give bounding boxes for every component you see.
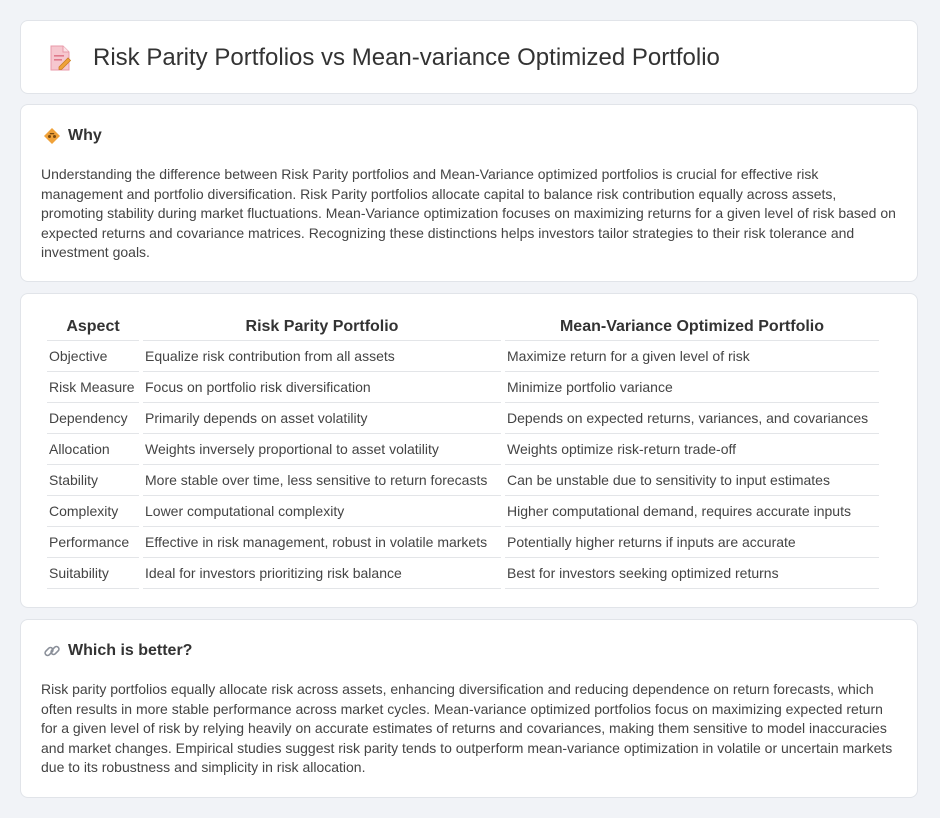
table-row — [47, 465, 879, 496]
table-row — [47, 341, 879, 372]
cell-aspect: Stability — [47, 465, 139, 496]
cell-mean-variance: Maximize return for a given level of risk — [505, 341, 879, 372]
cell-aspect: Performance — [47, 527, 139, 558]
header-mean-variance: Mean-Variance Optimized Portfolio — [505, 316, 879, 341]
cell-risk-parity: Weights inversely proportional to asset volatility — [143, 434, 501, 465]
which-is-better-card — [20, 619, 918, 798]
page-title: Risk Parity Portfolios vs Mean-variance Optimized Portfolio — [93, 44, 720, 71]
cell-risk-parity: Lower computational complexity — [143, 496, 501, 527]
cell-risk-parity: Ideal for investors prioritizing risk balance — [143, 558, 501, 589]
cell-aspect: Suitability — [47, 558, 139, 589]
table-row — [47, 558, 879, 589]
table-row — [47, 372, 879, 403]
cell-risk-parity: More stable over time, less sensitive to return forecasts — [143, 465, 501, 496]
cell-mean-variance: Best for investors seeking optimized returns — [505, 558, 879, 589]
document-pen-icon — [45, 43, 75, 73]
why-title: Why — [68, 127, 102, 144]
cell-mean-variance: Potentially higher returns if inputs are accurate — [505, 527, 879, 558]
cell-risk-parity: Primarily depends on asset volatility — [143, 403, 501, 434]
cell-aspect: Complexity — [47, 496, 139, 527]
cell-risk-parity: Effective in risk management, robust in volatile markets — [143, 527, 501, 558]
cell-mean-variance: Weights optimize risk-return trade-off — [505, 434, 879, 465]
cell-mean-variance: Depends on expected returns, variances, and covariances — [505, 403, 879, 434]
table-row — [47, 527, 879, 558]
why-text: Understanding the difference between Risk Parity portfolios and Mean-Variance optimized portfolios is crucial for effective risk management and portfolio diversification. Risk Parity portfolios allocate capital to balance risk contribution equally across assets, promoting stability during market fluctuations. Mean-Variance optimization focuses on maximizing returns for a given level of risk based on expected returns and covariance matrices. Recognizing these distinctions helps investors tailor strategies to their risk tolerance and investment goals. — [41, 166, 896, 261]
cell-mean-variance: Higher computational demand, requires accurate inputs — [505, 496, 879, 527]
cell-mean-variance: Can be unstable due to sensitivity to input estimates — [505, 465, 879, 496]
cell-risk-parity: Equalize risk contribution from all assets — [143, 341, 501, 372]
header-aspect: Aspect — [47, 316, 139, 341]
better-text: Risk parity portfolios equally allocate risk across assets, enhancing diversification and reducing dependence on return forecasts, which often results in more stable performance across market cycles. Mean-variance optimized portfolios focus on maximizing expected return for a given level of risk by relying heavily on accurate estimates of returns and covariances, making them sensitive to model inaccuracies and market changes. Empirical studies suggest risk parity tends to outperform mean-variance optimization in volatile or uncertain markets due to its robustness and simplicity in risk allocation. — [41, 681, 893, 776]
table-row — [47, 434, 879, 465]
cell-mean-variance: Minimize portfolio variance — [505, 372, 879, 403]
title-card — [20, 20, 918, 94]
why-card — [20, 104, 918, 282]
better-header — [43, 642, 192, 660]
table-header-row — [47, 316, 879, 341]
cell-aspect: Dependency — [47, 403, 139, 434]
diamond-warning-icon — [43, 127, 61, 145]
table-row — [47, 496, 879, 527]
cell-aspect: Objective — [47, 341, 139, 372]
comparison-table — [43, 316, 883, 589]
link-icon — [43, 642, 61, 660]
comparison-card — [20, 293, 918, 608]
better-title: Which is better? — [68, 642, 193, 659]
header-risk-parity: Risk Parity Portfolio — [143, 316, 501, 341]
table-row — [47, 403, 879, 434]
cell-aspect: Risk Measure — [47, 372, 139, 403]
title-row — [45, 21, 720, 95]
cell-risk-parity: Focus on portfolio risk diversification — [143, 372, 501, 403]
why-header — [43, 127, 102, 145]
cell-aspect: Allocation — [47, 434, 139, 465]
